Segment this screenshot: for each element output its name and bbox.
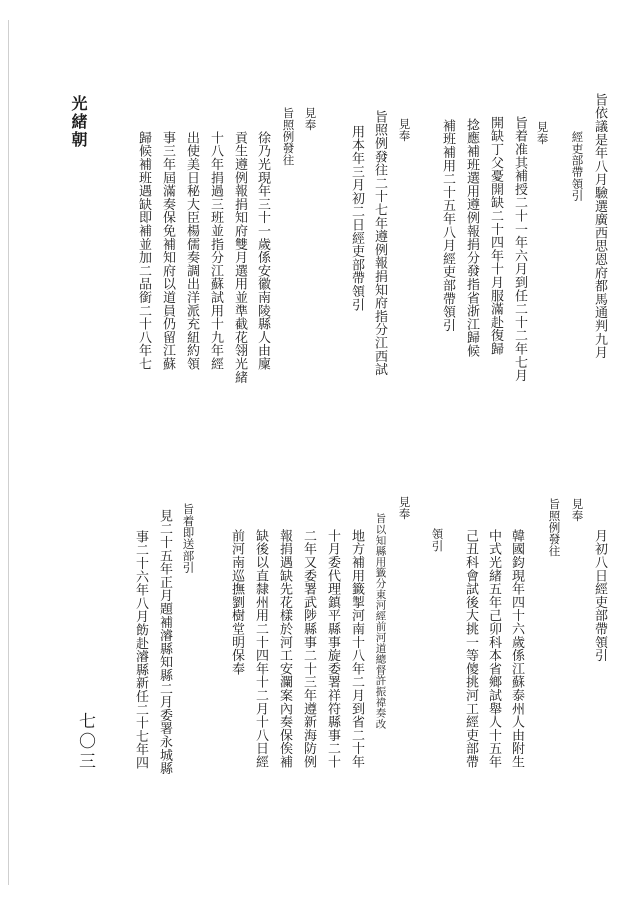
text-column: 地方補用籤掣河南十八年二月到省二十年 [349,529,364,769]
text-column: 旨着即送部引 [181,503,196,574]
text-column: 旨照例發往 [281,107,296,166]
running-title: 光緒朝 [69,95,88,149]
text-column: 事三年屆滿奏保免補知府以道員仍留江蘇 [160,131,175,371]
text-column: 徐乃光現年三十一歲係安徽南陵縣人由廩 [255,131,270,371]
text-column: 經吏部帶領引 [570,131,585,202]
text-column: 二年又委署武陟縣事二十三年遵新海防例 [301,529,316,769]
text-column: 見奉 [570,498,585,522]
text-column: 前河南巡撫劉樹堂明保奉 [229,529,244,676]
text-column: 報捐遇缺先花樣於河工安瀾案內奏保俟補 [277,529,292,769]
text-column: 旨照例發往 [547,498,562,557]
text-column: 見奉 [397,118,412,142]
text-column: 用本年三月初二日經吏部帶領引 [349,125,364,312]
text-column: 月初八日經吏部帶領引 [592,529,607,662]
text-column: 旨照例發往二十七年遵例報捐知府指分江西試 [372,110,387,376]
text-column: 見奉 [535,121,550,145]
text-column: 歸候補班遇缺即補並加二品銜二十八年七 [136,131,151,371]
text-column: 補班補用二十五年八月經吏部帶領引 [440,119,455,332]
text-column: 缺後以直隸州用二十四年十二月十八日經 [253,529,268,769]
text-column: 見二十五年正月題補濬縣知縣二月委署永城縣 [157,509,172,775]
text-column: 十八年捐過三班並指分江蘇試用十九年經 [208,131,223,371]
text-column: 見奉 [397,496,412,520]
text-column: 開缺丁父憂開缺二十四年十月服滿赴復歸 [488,116,503,356]
text-column: 見奉 [303,107,318,131]
text-column: 韓國鈞現年四十六歲係江蘇泰州人由附生 [509,529,524,769]
text-column: 旨依議是年八月驗選廣西思恩府都馬通判九月 [592,93,607,359]
page-number: 七〇三 [75,712,95,772]
text-column: 旨以知縣用籤分東河經前河道總督許振禕奏改 [374,513,387,729]
text-column: 事二十六年八月飭赴濬縣新任二十七年四 [133,530,148,770]
text-column: 捻應補班選用遵例報捐分發指省浙江歸候 [464,118,479,358]
text-column: 領引 [430,528,445,552]
text-column: 旨着准其補授二十一年六月到任二十二年七月 [512,116,527,382]
text-column: 己丑科會試後大挑一等傻挑河工經吏部帶 [463,529,478,769]
text-column: 出使美日秘大臣楊儒奏調出洋派充紐約領 [184,131,199,371]
text-column: 中式光緒五年己卯科本省鄉試舉人十五年 [486,529,501,769]
text-column: 貢生遵例報捐知府雙月選用並準截花翎光緒 [232,131,247,384]
page-edge-line [8,20,9,885]
text-column: 十月委代理鎮平縣事旋委署祥符縣事二十 [325,529,340,769]
